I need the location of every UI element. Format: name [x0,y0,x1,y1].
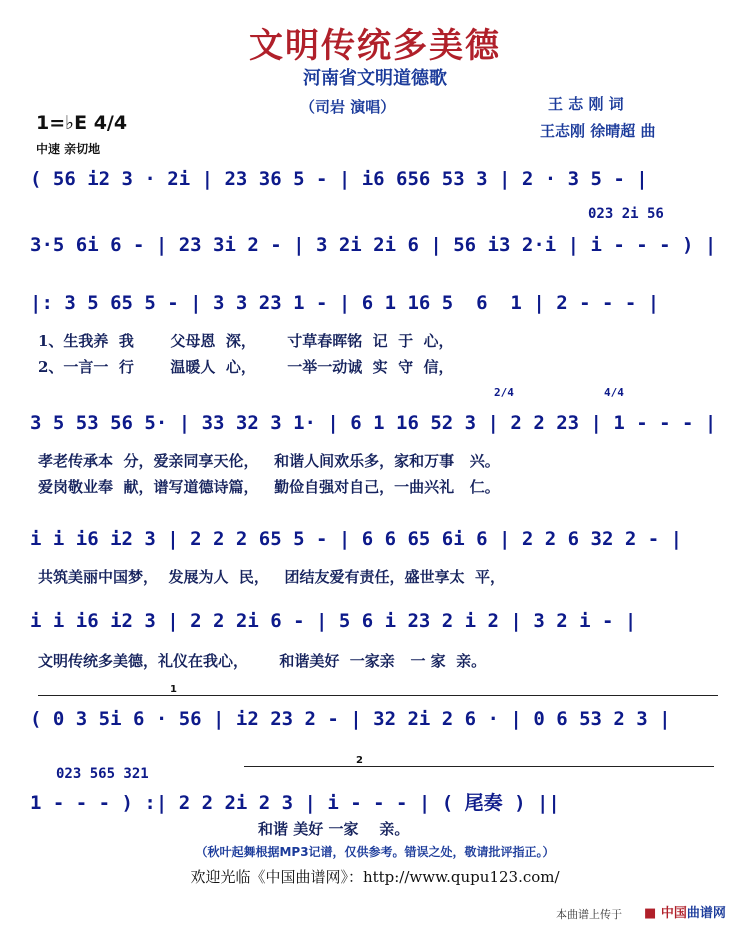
score-line-3: |: 3 5 65 5 - | 3 3 23 1 - | 6 1 16 5 6 1 | 2 - - - | [30,292,660,314]
meter-change-4-4: 4/4 [604,386,624,399]
score-line-1: ( 56 i2 3 · 2i | 23 36 5 - | i6 656 53 3 | 2 · 3 5 - | [30,168,648,190]
score-line-2: 3·5 6i 6 - | 23 3i 2 - | 3 2i 2i 6 | 56 i3 2·i | i - - - ) | [30,234,717,256]
volta-2-bracket [244,766,714,767]
score-line-8-pickup: 023 565 321 [56,766,149,782]
score-line-2-pickup: 023 2i 56 [588,206,664,222]
tempo-marking: 中速 亲切地 [36,142,101,156]
lyric-line-3b: 2、一言一 行 温暖人 心， 一举一动诚 实 守 信， [38,358,454,376]
key-signature: 1=♭E 4/4 [36,112,128,134]
song-subtitle: 河南省文明道德歌 [303,68,447,89]
logo-text: 中国 [660,906,687,921]
score-line-8: 1 - - - ) :| 2 2 2i 2 3 | i - - - | ( 尾奏 ) || [30,792,560,814]
composer: 王志刚 徐晴超 曲 [540,122,656,140]
lyric-line-8: 和谐 美好 一家 亲。 [258,820,410,838]
volta-1-number: 1 [170,684,177,695]
upload-label: 本曲谱上传于 [556,908,622,921]
volta-1-bracket [38,695,718,696]
lyric-line-4b: 爱岗敬业奉 献，谱写道德诗篇， 勤俭自强对自己，一曲兴礼 仁。 [38,478,500,496]
transcription-note: （秋叶起舞根据MP3记谱，仅供参考。错误之处，敬请批评指正。） [195,845,555,859]
volta-2-number: 2 [356,755,363,766]
song-title: 文明传统多美德 [249,26,501,66]
performer: （司岩 演唱） [300,98,396,116]
site-logo[interactable] [644,902,726,921]
logo-mark-icon: ■ [644,906,657,921]
welcome-link[interactable]: 欢迎光临《中国曲谱网》：http://www.qupu123.com/ [190,868,560,886]
lyric-line-3a: 1、生我养 我 父母恩 深， 寸草春晖铭 记 于 心， [38,332,454,350]
lyric-line-4a: 孝老传承本 分，爱亲同享天伦， 和谐人间欢乐多，家和万事 兴。 [38,452,500,470]
score-line-4: 3 5 53 56 5· | 33 32 3 1· | 6 1 16 52 3 | 2 2 23 | 1 - - - | [30,412,717,434]
score-line-7: ( 0 3 5i 6 · 56 | i2 23 2 - | 32 2i 2 6 · | 0 6 53 2 3 | [30,708,671,730]
lyric-line-6: 文明传统多美德，礼仪在我心， 和谐美好 一家亲 一 家 亲。 [38,652,487,670]
score-line-6: i i i6 i2 3 | 2 2 2i 6 - | 5 6 i 23 2 i 2 | 3 2 i - | [30,610,637,632]
lyricist: 王 志 刚 词 [548,95,624,113]
logo-text-2: 曲谱网 [686,906,726,921]
lyric-line-5: 共筑美丽中国梦， 发展为人 民， 团结友爱有责任，盛世享太 平， [38,568,506,586]
meter-change-2-4: 2/4 [494,386,514,399]
score-line-5: i i i6 i2 3 | 2 2 2 65 5 - | 6 6 65 6i 6 | 2 2 6 32 2 - | [30,528,683,550]
